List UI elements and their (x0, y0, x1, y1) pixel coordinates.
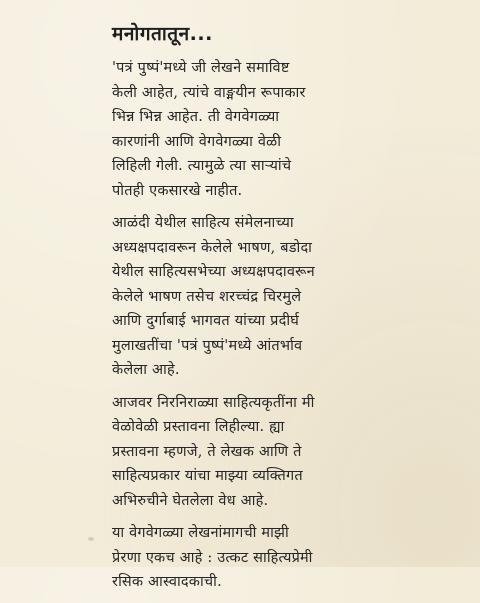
text-line: अध्यक्षपदावरून केलेले भाषण, बडोदा (112, 239, 313, 256)
text-line: अभिरुचीने घेतलेला वेध आहे. (112, 492, 269, 509)
text-line: कारणांनी आणि वेगवेगळ्या वेळी (112, 133, 282, 150)
text-line: आळंदी येथील साहित्य संमेलनाच्या (112, 215, 294, 231)
paragraph-3 (112, 391, 472, 514)
text-line: भिन्न भिन्न आहेत. ती वेगवेगळ्या (112, 109, 280, 125)
text-line: आजवर निरनिराळ्या साहित्यकृतींना मी (112, 394, 315, 411)
page-heading: मनोगतातून... (112, 23, 213, 45)
paragraph-1 (112, 56, 472, 203)
text-line: प्रेरणा एकच आहे : उत्कट साहित्यप्रेमी (112, 549, 313, 566)
text-line: वेळोवेळी प्रस्तावना लिहील्या. ह्या (112, 419, 285, 435)
preface-page (112, 22, 472, 603)
paragraph-2 (112, 211, 472, 383)
text-line: मुलाखतींचा 'पत्रं पुष्पं'मध्ये आंतर्भाव (112, 337, 303, 354)
text-line: 'पत्रं पुष्पं'मध्ये जी लेखने समाविष्ट (112, 60, 290, 76)
paper-speck (88, 537, 94, 541)
paragraph-4 (112, 521, 472, 595)
text-line: आणि दुर्गाबाई भागवत यांच्या प्रदीर्घ (112, 313, 300, 329)
text-line: केलेले भाषण तसेच शरच्चंद्र चिरमुले (112, 288, 302, 305)
text-line: या वेगवेगळ्या लेखनांमागची माझी (112, 525, 289, 541)
text-line: साहित्यप्रकार यांचा माझ्या व्यक्तिगत (112, 468, 303, 484)
text-line: रसिक आस्वादकाची. (112, 574, 222, 590)
text-line: केलेला आहे. (112, 362, 180, 378)
text-line: प्रस्तावना म्हणजे, ते लेखक आणि ते (112, 443, 302, 460)
text-line: पोतही एकसारखे नाहीत. (112, 182, 243, 199)
text-line: लिहिली गेली. त्यामुळे त्या साऱ्यांचे (112, 158, 292, 174)
text-line: केली आहेत, त्यांचे वाङ्मयीन रूपाकार (112, 84, 306, 101)
text-line: येथील साहित्यसभेच्या अध्यक्षपदावरून (112, 264, 315, 280)
